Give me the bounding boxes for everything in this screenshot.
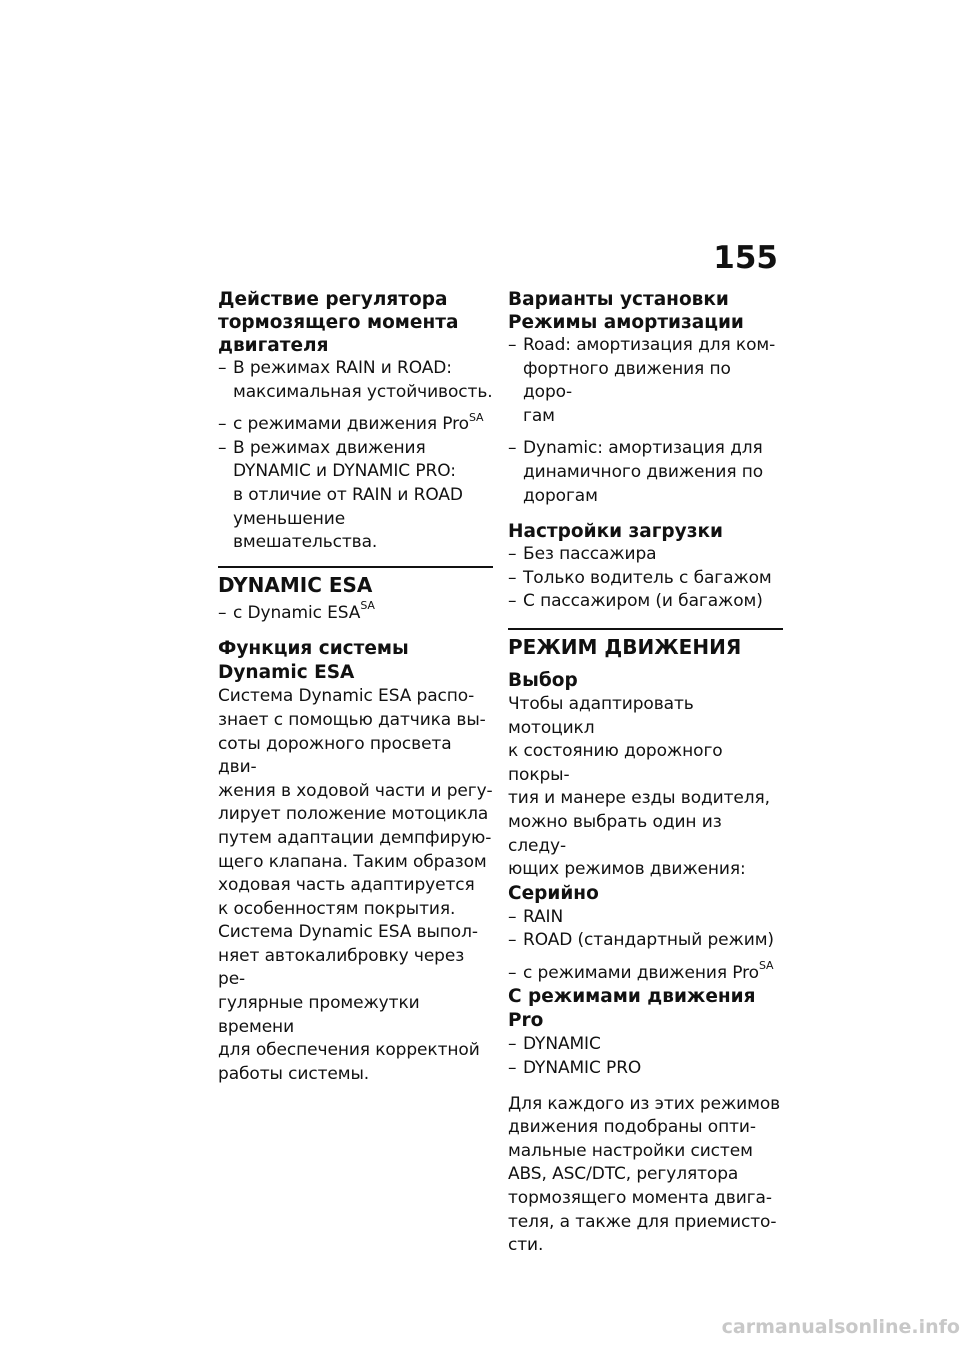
- section-divider: [508, 628, 783, 660]
- list-item-pro-modes: – с режимами движения Pro$^{SA}$: [218, 413, 493, 437]
- sa-marker: SA: [758, 959, 774, 973]
- list-item: – DYNAMIC: [508, 1033, 783, 1057]
- list-item: – Только водитель с багажом: [508, 567, 783, 591]
- sa-marker: SA: [468, 410, 484, 424]
- list-item-pro-modes: – с режимами движения Pro$^{SA}$: [508, 962, 783, 986]
- paragraph-mode-settings: Для каждого из этих режимов движения подобраны опти- мальные настройки систем ABS, ASC/DTC, регулятора тормозящего момента двига- теля, а также для приемисто- сти.: [508, 1093, 781, 1256]
- heading-selection: Выбор: [508, 669, 578, 691]
- left-column: [218, 288, 493, 1086]
- list-item: – ROAD (стандартный режим): [508, 929, 783, 953]
- list-item: – Dynamic: амортизация для динамичного движения по дорогам: [508, 437, 783, 508]
- right-column: [508, 288, 783, 1258]
- heading-setting-options: Варианты установки Режимы амортизации: [508, 289, 744, 333]
- list-item: – Без пассажира: [508, 543, 783, 567]
- paragraph-selection: Чтобы адаптировать мотоцикл к состоянию дорожного покры- тия и манере езды водителя, можно выбрать один из следу- ющих режимов движения:: [508, 693, 770, 880]
- list-item: – С пассажиром (и багажом): [508, 590, 783, 614]
- heading-load-settings: Настройки загрузки: [508, 521, 723, 543]
- watermark: carmanualsonline.info: [721, 1316, 960, 1338]
- heading-engine-brake-regulator: Действие регулятора тормозящего момента двигателя: [218, 289, 459, 356]
- section-title-dynamic-esa: DYNAMIC ESA: [218, 572, 373, 597]
- list-item: – DYNAMIC PRO: [508, 1057, 783, 1081]
- heading-pro-modes: С режимами движения Pro: [508, 986, 756, 1032]
- page-number: 155: [713, 240, 778, 276]
- paragraph-esa-description: Система Dynamic ESA распо- знает с помощью датчика вы- соты дорожного просвета дви- жения в ходовой части и регу- лирует положение мотоцикла путем адаптации демпфирую- щего клапана. Таким образом ходовая часть адаптируется к особенностям покрытия. Система Dynamic ESA выпол- няет автокалибровку через ре- гулярные промежутки времени для обеспечения корректной работы системы.: [218, 686, 493, 1084]
- list-item: – RAIN: [508, 906, 783, 930]
- list-item-dynamic-esa: – с Dynamic $ESA^{SA}$: [218, 602, 493, 626]
- sa-marker: SA: [360, 599, 375, 613]
- heading-standard: Серийно: [508, 882, 599, 904]
- section-title-riding-mode: РЕЖИМ ДВИЖЕНИЯ: [508, 634, 742, 659]
- list-item: – В режимах движения DYNAMIC и DYNAMIC PRO: в отличие от RAIN и ROAD уменьшение вмешательства.: [218, 437, 493, 555]
- heading-esa-function: Функция системы Dynamic ESA: [218, 638, 409, 684]
- list-item: – В режимах RAIN и ROAD: максимальная устойчивость.: [218, 357, 493, 404]
- section-divider: [218, 566, 493, 598]
- list-item: – Road: амортизация для ком- фортного движения по доро- гам: [508, 334, 783, 428]
